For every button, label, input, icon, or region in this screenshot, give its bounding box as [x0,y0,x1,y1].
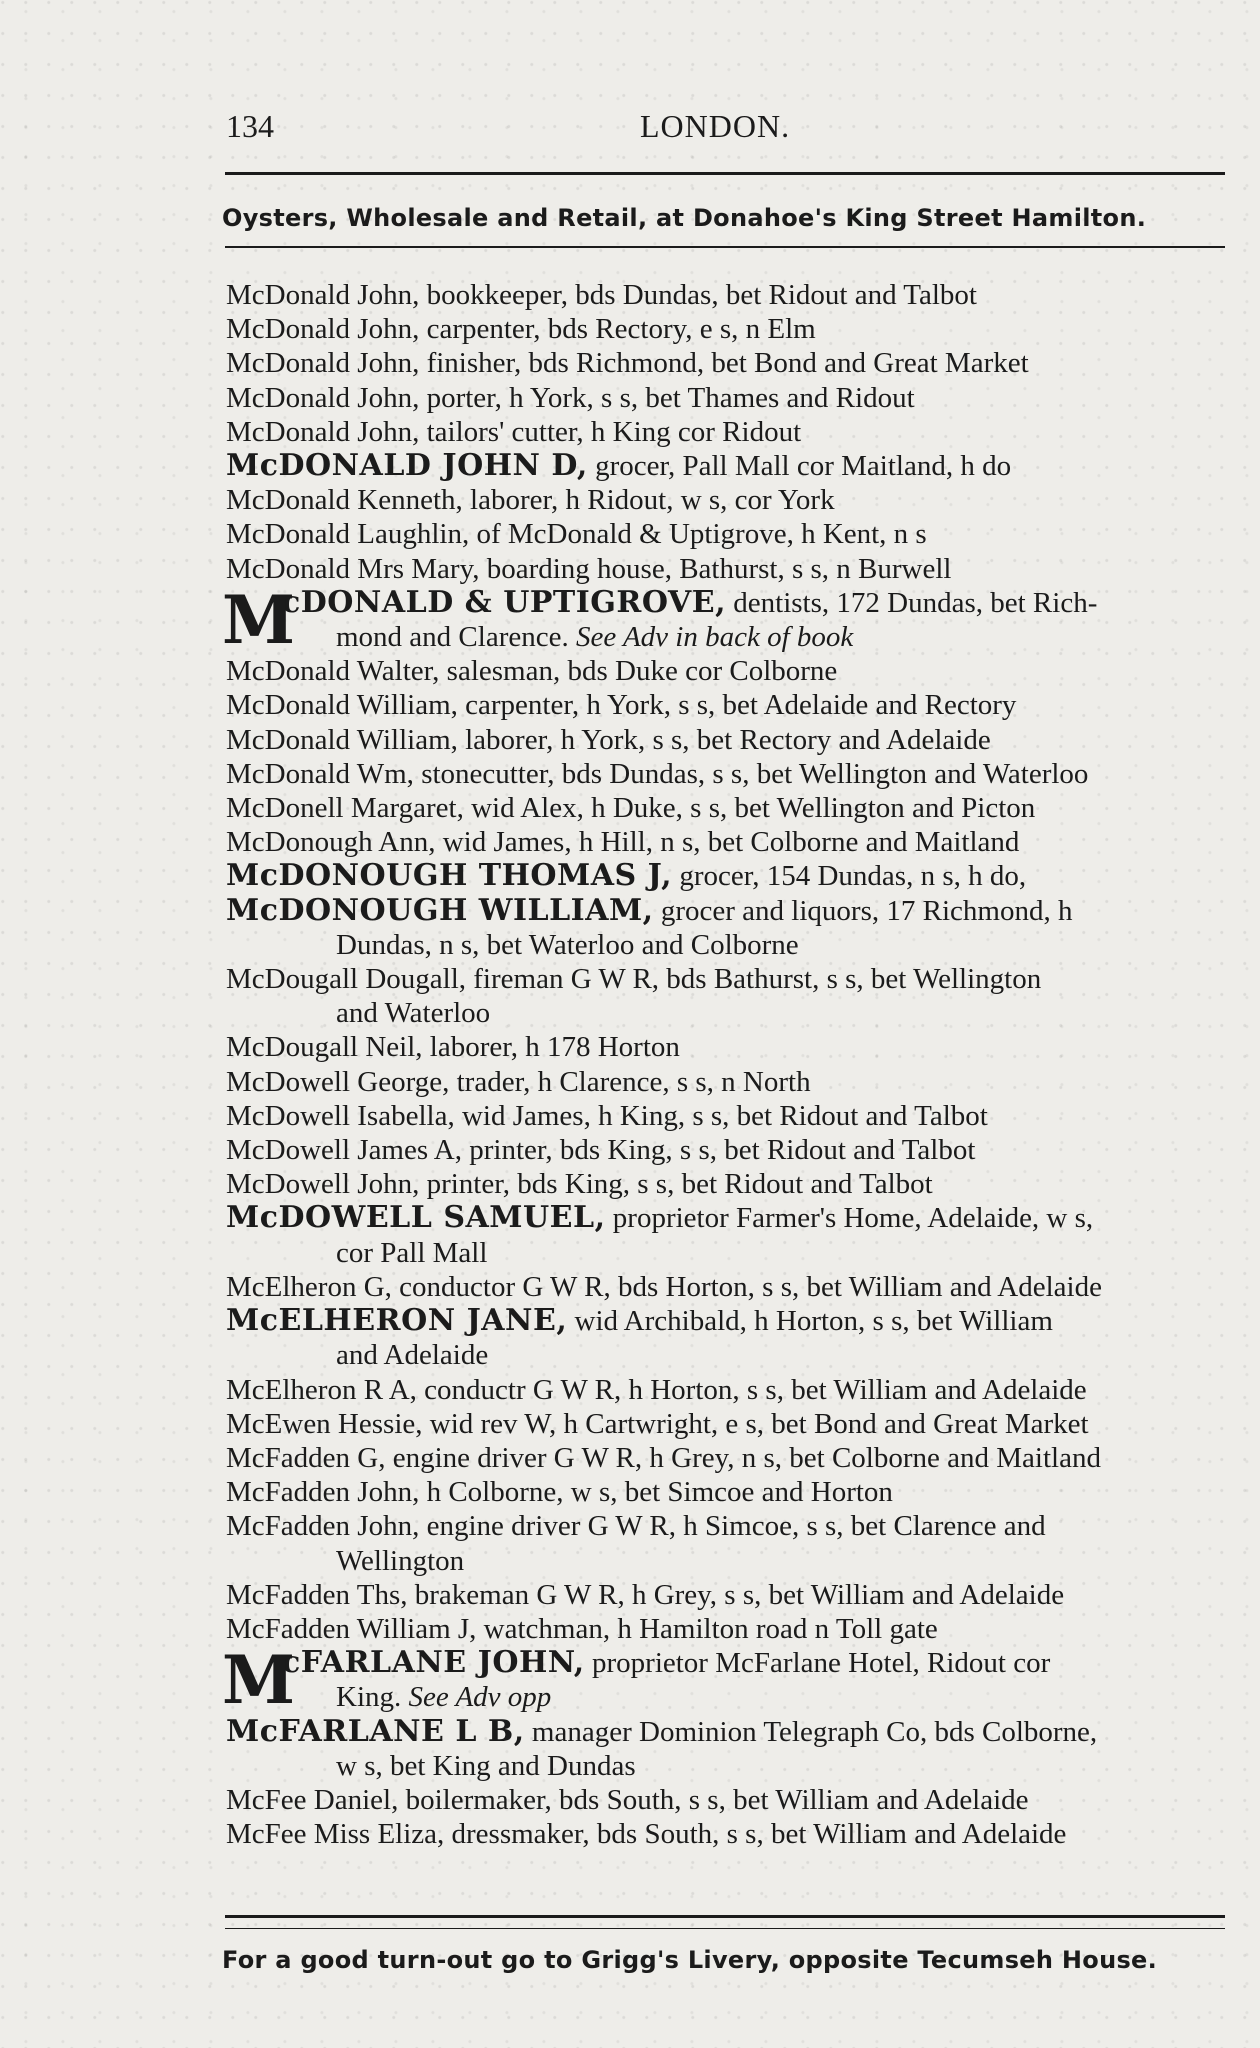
entry-continuation: mond and Clarence. [336,621,569,654]
directory-entry [226,1133,1236,1167]
entry-details: fireman G W R, bds Bathurst, s s, bet Wellington [466,963,1042,996]
page-number: 134 [226,108,274,144]
entry-details: of McDonald & Uptigrove, h Kent, n s [469,518,927,551]
directory-entry [226,962,1236,996]
entry-details: boilermaker, bds South, s s, bet William and Adelaide [398,1783,1029,1816]
entry-name: McDONOUGH THOMAS J, [226,858,673,894]
entry-name: McDonald Wm, [226,757,414,790]
entry-name: McEwen Hessie, [226,1407,423,1440]
entry-name: McFadden William J, [226,1612,477,1645]
entry-details: printer, bds King, s s, bet Ridout and Talbot [419,1168,933,1201]
entry-name: McDonald John, [226,381,420,414]
top-advert: Oysters, Wholesale and Retail, at Donahoe's King Street Hamilton. [222,204,1147,232]
directory-entry [226,1509,1236,1543]
drop-cap: M [222,1641,296,1720]
entry-details: proprietor Farmer's Home, Adelaide, w s, [605,1202,1094,1235]
entry-details: trader, h Clarence, s s, n North [449,1065,811,1098]
directory-entry [226,688,1236,722]
directory-entry [226,859,1236,893]
entry-details: dentists, 172 Dundas, bet Rich- [726,586,1098,619]
entry-continuation: Dundas, n s, bet Waterloo and Colborne [336,928,799,961]
directory-entry [226,278,1236,312]
directory-entry [226,1475,1236,1509]
entry-name: McDowell James A, [226,1134,462,1167]
entry-details: conductr G W R, h Horton, s s, bet William and Adelaide [416,1373,1087,1406]
header-rule [225,172,1225,175]
entry-name: McDonald Laughlin, [226,518,470,551]
entry-details: carpenter, bds Rectory, e s, n Elm [419,313,816,346]
entry-details: laborer, h York, s s, bet Rectory and Adelaide [457,723,991,756]
entry-name: McDonald William, [226,723,458,756]
entry-continuation: Wellington [336,1544,465,1577]
entry-details: grocer, 154 Dundas, n s, h do, [672,860,1027,893]
directory-entry [226,894,1236,928]
drop-cap: M [222,580,296,659]
entry-name: McElheron G, [226,1270,392,1303]
entry-details: bookkeeper, bds Dundas, bet Ridout and Talbot [419,279,977,311]
page-header [220,108,1220,158]
entry-details: engine driver G W R, h Grey, n s, bet Colborne and Maitland [385,1441,1101,1474]
directory-entry [226,483,1236,517]
footer-rule-thick [225,1915,1225,1918]
directory-entry [226,312,1236,346]
directory-entry [226,415,1236,449]
directory-entry [222,1641,1236,1720]
entry-details: manager Dominion Telegraph Co, bds Colborne, [524,1715,1098,1748]
entry-details: carpenter, h York, s s, bet Adelaide and Rectory [457,689,1017,722]
entry-details: stonecutter, bds Dundas, s s, bet Wellington and Waterloo [413,757,1089,790]
entry-name: McDonell Margaret, [226,792,464,825]
entry-name: cFARLANE JOHN, [282,1645,585,1681]
entry-details: brakeman G W R, h Grey, s s, bet William and Adelaide [407,1578,1065,1611]
directory-entry [226,757,1236,791]
entry-continuation: King. [336,1681,402,1714]
entry-name: McFadden John, [226,1476,420,1509]
directory-entry [226,1578,1236,1612]
advert-reference: See Adv opp [401,1681,552,1714]
directory-entry [226,1304,1236,1338]
directory-entry [226,381,1236,415]
entry-details: tailors' cutter, h King cor Ridout [419,415,802,448]
directory-entry [226,449,1236,483]
entry-name: McDougall Dougall, [226,963,467,996]
running-title: LONDON. [640,108,791,144]
directory-entry [226,791,1236,825]
entry-continuation: and Adelaide [336,1339,489,1372]
entry-continuation: cor Pall Mall [336,1236,488,1269]
entry-details: grocer, Pall Mall cor Maitland, h do [587,450,1012,483]
entry-details: wid Archibald, h Horton, s s, bet William [567,1305,1053,1338]
directory-entries [222,278,1236,1851]
entry-name: McDonald Walter, [226,655,440,688]
directory-entry [226,1099,1236,1133]
entry-details: engine driver G W R, h Simcoe, s s, bet Clarence and [419,1510,1046,1543]
entry-continuation: w s, bet King and Dundas [336,1749,636,1782]
directory-entry [226,1612,1236,1646]
directory-entry [226,1373,1236,1407]
entry-name: McDowell John, [226,1168,420,1201]
entry-details: proprietor McFarlane Hotel, Ridout cor [584,1647,1051,1680]
directory-entry [226,1817,1236,1851]
entry-name: McDonald William, [226,689,458,722]
directory-entry [226,723,1236,757]
bottom-advert: For a good turn-out go to Grigg's Livery, opposite Tecumseh House. [222,1946,1158,1974]
directory-entry [226,1201,1236,1235]
directory-entry [222,580,1236,659]
entry-name: McDOWELL SAMUEL, [226,1200,606,1236]
directory-entry [226,654,1236,688]
directory-entry [226,1065,1236,1099]
entry-name: McDowell George, [226,1065,450,1098]
entry-name: McFadden G, [226,1441,386,1474]
entry-details: laborer, h 178 Horton [422,1031,680,1064]
directory-entry [226,1407,1236,1441]
directory-entry [226,552,1236,586]
entry-name: McDonald John, [226,347,420,380]
entry-name: McDonald John, [226,313,420,346]
entry-name: McDonald John, [226,279,420,311]
entry-name: McELHERON JANE, [226,1303,568,1339]
footer-rule-thin [225,1928,1225,1929]
entry-continuation: and Waterloo [336,997,491,1030]
entry-name: cDONALD & UPTIGROVE, [282,584,727,620]
entry-name: McDougall Neil, [226,1031,423,1064]
entry-name: McElheron R A, [226,1373,417,1406]
entry-details: laborer, h Ridout, w s, cor York [462,484,835,517]
entry-details: salesman, bds Duke cor Colborne [439,655,838,688]
entry-details: wid James, h Hill, n s, bet Colborne and Maitland [435,826,1020,859]
entry-name: McFadden Ths, [226,1578,408,1611]
entry-details: wid Alex, h Duke, s s, bet Wellington and Picton [463,792,1036,825]
entry-details: boarding house, Bathurst, s s, n Burwell [479,552,952,585]
entry-name: McFee Miss Eliza, [226,1818,445,1851]
entry-name: McFARLANE L B, [226,1713,525,1749]
entry-details: wid James, h King, s s, bet Ridout and Talbot [454,1099,988,1132]
entry-name: McDonald John, [226,415,420,448]
directory-entry [226,517,1236,551]
directory-entry [226,1783,1236,1817]
directory-entry [226,1270,1236,1304]
directory-entry [226,1715,1236,1749]
entry-name: McDONALD JOHN D, [226,448,588,484]
directory-entry [226,1167,1236,1201]
entry-details: wid rev W, h Cartwright, e s, bet Bond and Great Market [422,1407,1089,1440]
entry-details: h Colborne, w s, bet Simcoe and Horton [419,1476,893,1509]
entry-details: porter, h York, s s, bet Thames and Ridout [419,381,915,414]
entry-details: grocer and liquors, 17 Richmond, h [653,894,1073,927]
entry-name: McDONOUGH WILLIAM, [226,892,654,928]
entry-name: McDonough Ann, [226,826,436,859]
advert-rule [225,246,1225,248]
entry-name: McFadden John, [226,1510,420,1543]
entry-name: McDonald Kenneth, [226,484,463,517]
entry-details: dressmaker, bds South, s s, bet William and Adelaide [444,1818,1067,1851]
directory-entry [226,825,1236,859]
entry-name: McDowell Isabella, [226,1099,455,1132]
entry-name: McFee Daniel, [226,1783,399,1816]
directory-entry [226,1441,1236,1475]
directory-entry [226,1030,1236,1064]
entry-details: finisher, bds Richmond, bet Bond and Great Market [419,347,1029,380]
entry-name: McDonald Mrs Mary, [226,552,480,585]
entry-details: printer, bds King, s s, bet Ridout and Talbot [462,1134,976,1167]
directory-entry [226,346,1236,380]
entry-details: watchman, h Hamilton road n Toll gate [476,1612,938,1645]
entry-details: conductor G W R, bds Horton, s s, bet William and Adelaide [391,1270,1102,1303]
advert-reference: See Adv in back of book [568,621,854,654]
